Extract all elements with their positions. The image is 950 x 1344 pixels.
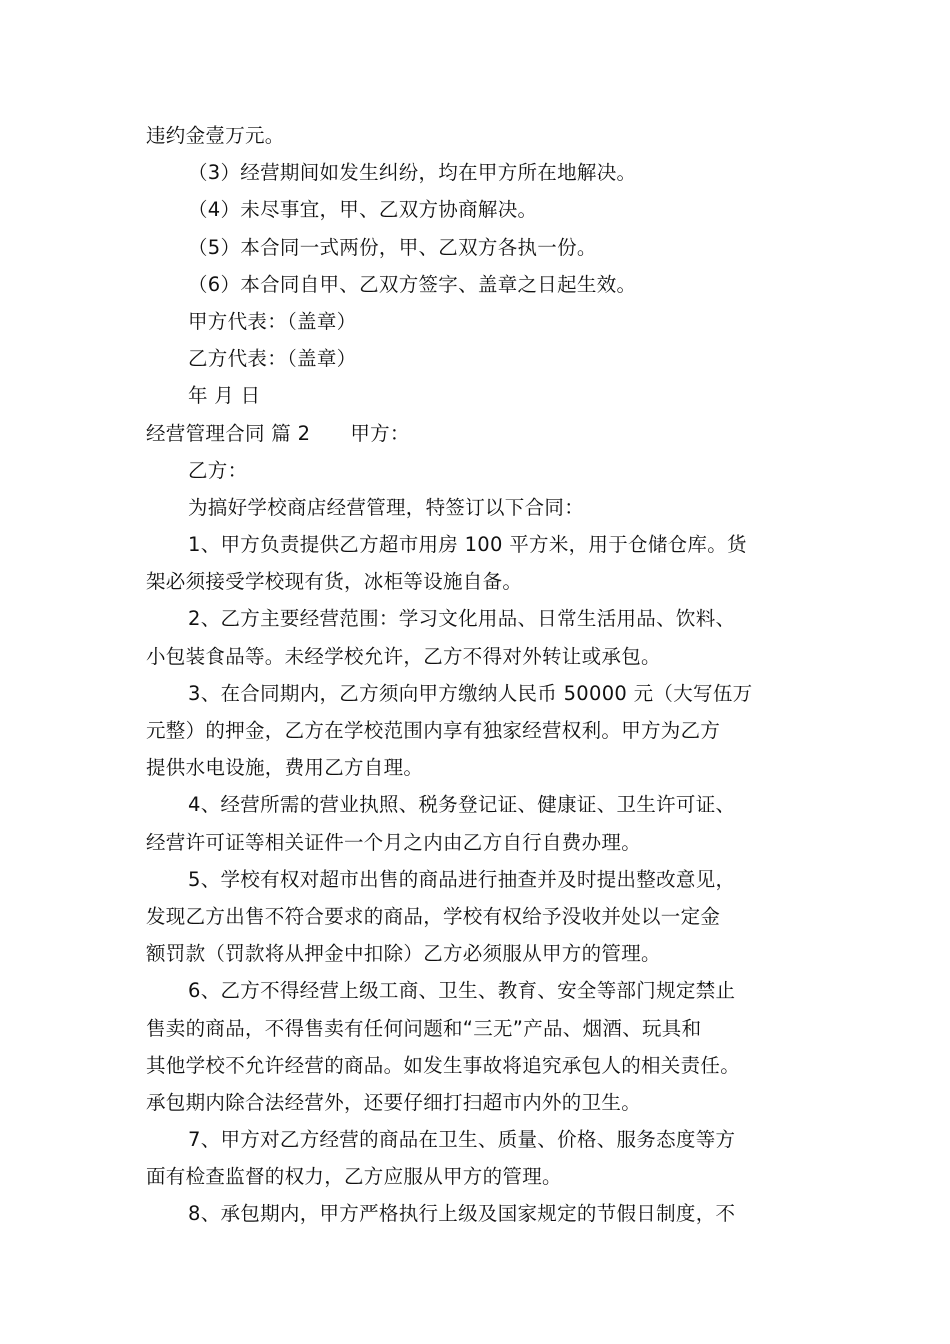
text-line: （6）本合同自甲、乙双方签字、盖章之日起生效。	[188, 272, 637, 296]
text-line: （4）未尽事宜，甲、乙双方协商解决。	[188, 198, 538, 222]
clause-line: 5、学校有权对超市出售的商品进行抽查并及时提出整改意见，	[188, 867, 736, 891]
date-line: 年 月 日	[188, 384, 261, 408]
clause-line: 7、甲方对乙方经营的商品在卫生、质量、价格、服务态度等方	[188, 1128, 736, 1152]
clause-line: 面有检查监督的权力，乙方应服从甲方的管理。	[146, 1165, 562, 1189]
party-b-signature-line: 乙方代表：（盖章）	[188, 347, 357, 371]
clause-line: 额罚款（罚款将从押金中扣除）乙方必须服从甲方的管理。	[146, 942, 661, 966]
party-a-signature-line: 甲方代表：（盖章）	[188, 309, 357, 333]
clause-line: 提供水电设施，费用乙方自理。	[146, 756, 424, 780]
clause-line: 3、在合同期内，乙方须向甲方缴纳人民币 50000 元（大写伍万	[188, 681, 753, 705]
section-heading	[146, 415, 826, 452]
text-line: （5）本合同一式两份，甲、乙双方各执一份。	[188, 235, 597, 259]
party-b-label: 乙方：	[188, 458, 248, 482]
clause-line: 元整）的押金，乙方在学校范围内享有独家经营权利。甲方为乙方	[146, 719, 721, 742]
clause-line: 售卖的商品，不得售卖有任何问题和“三无”产品、烟酒、玩具和	[146, 1016, 702, 1040]
clause-line: 2、乙方主要经营范围：学习文化用品、日常生活用品、饮料、	[188, 607, 736, 631]
party-a-label: 甲方：	[350, 421, 410, 445]
clause-line: 承包期内除合法经营外，还要仔细打扫超市内外的卫生。	[146, 1090, 642, 1114]
clause-line: 经营许可证等相关证件一个月之内由乙方自行自费办理。	[146, 830, 642, 854]
clause-line: 架必须接受学校现有货，冰柜等设施自备。	[146, 570, 523, 594]
clause-line: 1、甲方负责提供乙方超市用房 100 平方米，用于仓储仓库。货	[188, 533, 747, 557]
text-line: 为搞好学校商店经营管理，特签订以下合同：	[188, 495, 585, 519]
text-line: 违约金壹万元。	[146, 124, 285, 147]
clause-line: 6、乙方不得经营上级工商、卫生、教育、安全等部门规定禁止	[188, 979, 736, 1003]
document-body	[146, 117, 826, 1233]
clause-line: 8、承包期内，甲方严格执行上级及国家规定的节假日制度，不	[188, 1202, 736, 1226]
clause-line: 4、经营所需的营业执照、税务登记证、健康证、卫生许可证、	[188, 793, 736, 817]
clause-line: 发现乙方出售不符合要求的商品，学校有权给予没收并处以一定金	[146, 904, 721, 928]
text-line: （3）经营期间如发生纠纷，均在甲方所在地解决。	[188, 161, 637, 185]
clause-line: 小包装食品等。未经学校允许，乙方不得对外转让或承包。	[146, 644, 661, 668]
section-title: 经营管理合同 篇 2	[146, 421, 311, 445]
clause-line: 其他学校不允许经营的商品。如发生事故将追究承包人的相关责任。	[146, 1053, 741, 1077]
